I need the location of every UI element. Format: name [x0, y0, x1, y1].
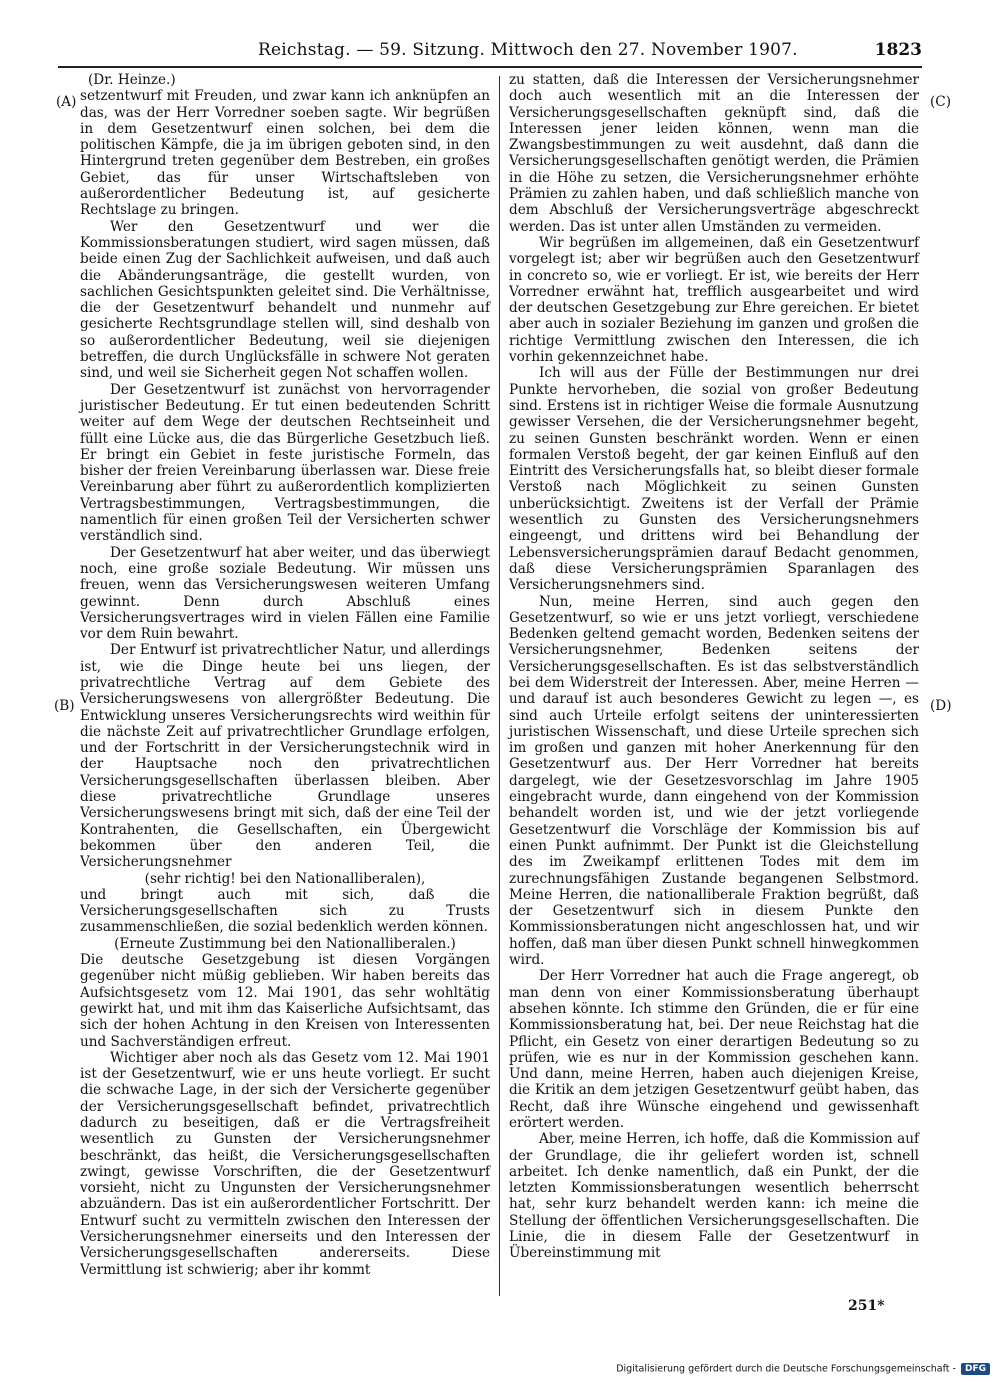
paragraph: Wichtiger aber noch als das Gesetz vom 12. Mai 1901 ist der Gesetzentwurf, wie er uns heute vorliegt. Er sucht die schwache Lage, in der sich der Versicherte gegenüber der Versicherungsgesellschaft befindet, privatrechtlich dadurch zu beseitigen, daß er die Vertragsfreiheit wesentlich zu Gunsten der Versicherungsnehmer beschränkt, das heißt, die Versicherungsgesellschaften zwingt, gewisse Vorschriften, die der Gesetzentwurf vorsieht, nicht zu Ungunsten der Versicherungsnehmer abzuändern. Das ist ein außerordentlicher Fortschritt. Der Entwurf sucht zu vermitteln zwischen den Interessen der Versicherungsnehmer einerseits und den Interessen der Versicherungsgesellschaften andererseits. Diese Vermittlung ist schwierig; aber ihr kommt — [80, 1049, 490, 1278]
paragraph: (Erneute Zustimmung bei den Nationalliberalen.) — [114, 935, 456, 952]
paragraph: setzentwurf mit Freuden, und zwar kann ich anknüpfen an das, was der Herr Vorredner soeben sagte. Wir begrüßen in dem Gesetzentwurf einen solchen, bei dem die politischen Kämpfe, die ja im übrigen geboten sind, in den Hintergrund treten gegenüber dem Bestreben, ein großes Gebiet, das für unser Wirtschaftsleben von außerordentlicher Bedeutung ist, auf gesicherte Rechtslage zu bringen. — [80, 88, 490, 219]
paragraph: Aber, meine Herren, ich hoffe, daß die Kommission auf der Grundlage, die ihr geliefert worden ist, schnell arbeitet. Ich denke namentlich, daß ein Punkt, der die letzten Kommissionsberatungen wesentlich beherrscht hat, sehr kurz behandelt werden kann: ich meine die Stellung der öffentlichen Versicherungsgesellschaften. Die Linie, die in diesem Falle der Gesetzentwurf in Übereinstimmung mit — [509, 1131, 919, 1262]
paragraph: Der Herr Vorredner hat auch die Frage angeregt, ob man denn von einer Kommissionsberatung überhaupt absehen könnte. Ich stimme den Gründen, die er für eine Kommissionsberatung hat, bei. Der neue Reichstag hat die Pflicht, ein Gesetz von einer derartigen Bedeutung so zu prüfen, wie es nur in der Kommission geschehen kann. Und dann, meine Herren, haben auch diejenigen Kreise, die Kritik an dem jetzigen Gesetzentwurf geübt haben, das Recht, daß ihre Wünsche eingehend und gewissenhaft erörtert werden. — [509, 968, 919, 1131]
left-column — [80, 72, 490, 1278]
footer-credit: Digitalisierung gefördert durch die Deutsche Forschungsgemeinschaft - — [616, 1363, 956, 1375]
margin-mark-d: (D) — [930, 698, 952, 714]
right-paragraphs — [509, 72, 919, 1262]
paragraph: Ich will aus der Fülle der Bestimmungen nur drei Punkte hervorheben, die sozial von großer Bedeutung sind. Erstens ist in richtiger Weise die formale Ausnutzung gewisser Versehen, die der Versicherungsnehmer begeht, zu seinen Gunsten beschränkt worden. Wenn er einen formalen Verstoß begeht, der gar keinen Einfluß auf den Eintritt des Versicherungsfalls hat, so bleibt dieser formale Verstoß nach Möglichkeit zu seinen Gunsten unberücksichtigt. Zweitens ist der Verfall der Prämie wesentlich zu Gunsten des Versicherungsnehmers eingeengt, und drittens wird bei Behandlung der Lebensversicherungsprämien darauf Bedacht genommen, daß diese Versicherungsprämien Sparanlagen des Versicherungsnehmers sind. — [509, 365, 919, 594]
paragraph: Die deutsche Gesetzgebung ist diesen Vorgängen gegenüber nicht müßig geblieben. Wir haben bereits das Aufsichtsgesetz vom 12. Mai 1901, das sehr wohltätig gewirkt hat, und mit ihm das Kaiserliche Aufsichtsamt, das sich der hohen Achtung in den Kreisen von Interessenten und Sachverständigen erfreut. — [80, 952, 490, 1050]
margin-mark-a: (A) — [56, 94, 77, 110]
paragraph: (sehr richtig! bei den Nationalliberalen), — [144, 870, 426, 887]
speaker-label: (Dr. Heinze.) — [88, 72, 176, 88]
paragraph: Nun, meine Herren, sind auch gegen den Gesetzentwurf, so wie er uns jetzt vorliegt, verschiedene Bedenken geltend gemacht worden, Bedenken seitens der Versicherungsnehmer, Bedenken seitens der Versicherungsgesellschaften. Es ist das selbstverständlich bei dem Widerstreit der Interessen. Aber, meine Herren — und darauf ist auch besonderes Gewicht zu legen —, es sind auch Urteile erfolgt seitens der uninteressierten juristischen Wissenschaft, und diese Urteile sprechen sich im großen und ganzen mit hoher Anerkennung für den Gesetzentwurf aus. Der Herr Vorredner hat bereits dargelegt, wie der Gesetzesvorschlag im Jahre 1905 eingebracht wurde, dann eingehend von der Kommission behandelt worden ist, und wie der jetzt vorliegende Gesetzentwurf die Vorschläge der Kommission bis auf einen Punkt aufnimmt. Der Punkt ist die Gleichstellung des im Zweikampf erlittenen Todes mit dem im zurechnungsfähigen Zustande begangenen Selbstmord. Meine Herren, die nationalliberale Fraktion begrüßt, daß der Gesetzentwurf sich in diesem Punkte den Kommissionsberatungen nicht angeschlossen hat, und wir hoffen, daß man über diesen Punkt schnell hinwegkommen wird. — [509, 593, 919, 969]
paragraph: Wer den Gesetzentwurf und wer die Kommissionsberatungen studiert, wird sagen müssen, daß beide einen Zug der Sachlichkeit aufweisen, und daß auch die Abänderungsanträge, die gestellt wurden, von sachlichen Gesichtspunkten geleitet sind. Die Verhältnisse, die der Gesetzentwurf behandelt und nunmehr auf gesicherte Rechtsgrundlage stellen will, sind deshalb von so außerordentlicher Bedeutung, weil sie diejenigen betreffen, die durch Unglücksfälle in schwere Not geraten sind, und weil sie Sicherheit gegen Not schaffen wollen. — [80, 218, 490, 382]
paragraph: Der Entwurf ist privatrechtlicher Natur, und allerdings ist, wie die Dinge heute bei uns liegen, der privatrechtliche Vertrag auf dem Gebiete des Versicherungswesens von allergrößter Bedeutung. Die Entwicklung unseres Versicherungsrechts wird weithin für die nächste Zeit auf privatrechtlicher Grundlage erfolgen, und der Fortschritt in der Versicherungstechnik wird in der Hauptsache noch den privatrechtlichen Versicherungsgesellschaften überlassen bleiben. Aber diese privatrechtliche Grundlage unseres Versicherungswesens bringt mit sich, daß der eine Teil der Kontrahenten, die Gesellschaften, ein Übergewicht bekommen über den anderen Teil, die Versicherungsnehmer — [80, 642, 490, 871]
page-number: 1823 — [874, 40, 922, 60]
left-paragraphs — [80, 88, 490, 1278]
paragraph: Der Gesetzentwurf ist zunächst von hervorragender juristischer Bedeutung. Er tut einen bedeutenden Schritt weiter auf dem Wege der deutschen Rechtseinheit und füllt eine Lücke aus, die das Bürgerliche Gesetzbuch ließ. Er bringt ein Gebiet in feste juristische Formeln, das bisher der freien Vereinbarung überlassen war. Diese freie Vereinbarung aber führt zu außerordentlich komplizierten Vertragsbestimmungen, Vertragsbestimmungen, die namentlich für einen großen Teil der Versicherten schwer verständlich sind. — [80, 381, 490, 545]
paragraph: Der Gesetzentwurf hat aber weiter, und das überwiegt noch, eine große soziale Bedeutung. Wir müssen uns freuen, wenn das Versicherungswesen weiteren Umfang gewinnt. Denn durch Abschluß eines Versicherungsvertrages wird in vielen Fällen eine Familie vor dem Ruin bewahrt. — [80, 544, 490, 643]
paragraph: Wir begrüßen im allgemeinen, daß ein Gesetzentwurf vorgelegt ist; aber wir begrüßen auch den Gesetzentwurf in concreto so, wie er vorliegt. Er ist, wie bereits der Herr Vorredner erwähnt hat, trefflich ausgearbeitet und wird der deutschen Gesetzgebung zur Ehre gereichen. Er bietet aber auch in sozialer Beziehung im ganzen und großen die richtige Vermittlung zwischen den Interessen, die ich vorhin gekennzeichnet habe. — [509, 234, 919, 366]
paragraph: und bringt auch mit sich, daß die Versicherungsgesellschaften sich zu Trusts zusammenschließen, die sozial bedenklich werden können. — [80, 886, 490, 936]
page-footer — [0, 1363, 990, 1381]
dfg-logo: DFG — [961, 1363, 990, 1375]
margin-mark-c: (C) — [930, 94, 952, 110]
paragraph: zu statten, daß die Interessen der Versicherungsnehmer doch auch wesentlich mit an die Interessen der Versicherungsgesellschaften geknüpft sind, daß die Interessen jener leiden können, wenn man die Zwangsbestimmungen zu weit ausdehnt, daß dann die Versicherungsgesellschaften genötigt werden, die Prämien in die Höhe zu setzen, die Versicherungsnehmer erhöhte Prämien zu zahlen haben, und daß schließlich manche von dem Abschluß der Versicherungsverträge abgeschreckt werden. Das ist unter allen Umständen zu vermeiden. — [509, 72, 919, 235]
running-title: Reichstag. — 59. Sitzung. Mittwoch den 27. November 1907. — [258, 40, 798, 60]
page-header — [58, 40, 922, 68]
right-column — [509, 72, 919, 1262]
signature-mark: 251* — [848, 1298, 885, 1314]
column-divider — [499, 76, 500, 1296]
margin-mark-b: (B) — [54, 698, 75, 714]
